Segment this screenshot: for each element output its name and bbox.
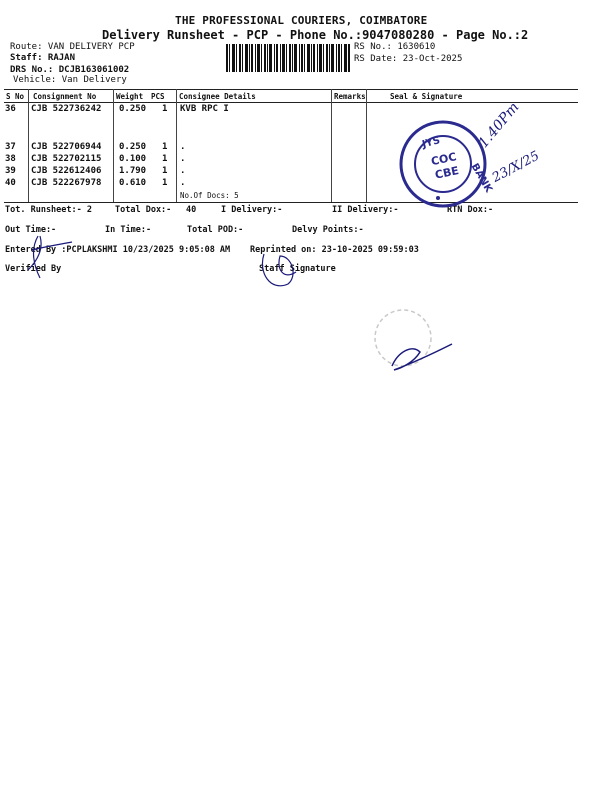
i-delivery-label: I Delivery:- xyxy=(221,205,283,215)
row-weight: 0.100 xyxy=(119,154,147,164)
row-consignee: KVB RPC I xyxy=(180,104,229,114)
col-header-pcs: PCS xyxy=(151,92,165,101)
row-weight: 0.610 xyxy=(119,178,147,188)
total-dox-label: Total Dox:- xyxy=(115,205,172,215)
total-runsheet: Tot. Runsheet:- 2 xyxy=(5,205,92,215)
row-consignee: . xyxy=(180,154,186,164)
handwritten-date: 23/X/25 xyxy=(489,148,543,186)
stamp-top-text: JYS xyxy=(421,135,442,151)
reprinted-on: Reprinted on: 23-10-2025 09:59:03 xyxy=(250,245,419,255)
staff-signature xyxy=(262,254,296,286)
row-consignee: . xyxy=(180,178,186,188)
row-consignment: CJB 522267978 xyxy=(31,178,102,188)
row-weight: 1.790 xyxy=(119,166,147,176)
col-header-sno: S No xyxy=(6,92,25,101)
runsheet-subtitle: Delivery Runsheet - PCP - Phone No.:9047080280 - Page No.:2 xyxy=(102,28,529,42)
row-consignment: CJB 522702115 xyxy=(31,154,102,164)
total-pod-label: Total POD:- xyxy=(187,225,244,235)
col-header-consignee: Consignee Details xyxy=(179,92,256,101)
row-sno: 36 xyxy=(5,104,16,114)
entered-by: Entered By :PCPLAKSHMI 10/23/2025 9:05:08 AM xyxy=(5,245,231,255)
row-sno: 37 xyxy=(5,142,16,152)
row-consignee: . xyxy=(180,166,186,176)
row-consignment: CJB 522706944 xyxy=(31,142,102,152)
staff-signature-label: Staff Signature xyxy=(259,264,336,274)
total-dox-value: 40 xyxy=(186,205,197,215)
verified-by: Verified By xyxy=(5,264,62,274)
row-pcs: 1 xyxy=(162,104,168,114)
route-label: Route: VAN DELIVERY PCP xyxy=(10,42,135,52)
col-header-remarks: Remarks xyxy=(334,92,366,101)
row-sno: 38 xyxy=(5,154,16,164)
handwritten-time: 1.40Pm xyxy=(475,99,523,152)
row-weight: 0.250 xyxy=(119,104,147,114)
row-pcs: 1 xyxy=(162,142,168,152)
entered-signature xyxy=(28,236,72,278)
staff-label: Staff: RAJAN xyxy=(10,53,76,63)
rs-date: RS Date: 23-Oct-2025 xyxy=(354,54,463,64)
col-header-consignment: Consignment No xyxy=(33,92,97,101)
row-sno: 39 xyxy=(5,166,16,176)
company-title: THE PROFESSIONAL COURIERS, COIMBATORE xyxy=(175,14,428,27)
delvy-points-label: Delvy Points:- xyxy=(292,225,364,235)
row-weight: 0.250 xyxy=(119,142,147,152)
row-pcs: 1 xyxy=(162,178,168,188)
row-consignment: CJB 522736242 xyxy=(31,104,102,114)
vehicle-label: Vehicle: Van Delivery xyxy=(13,75,127,85)
row-consignee: . xyxy=(180,142,186,152)
row-pcs: 1 xyxy=(162,166,168,176)
row-pcs: 1 xyxy=(162,154,168,164)
stamp-line2: CBE xyxy=(433,164,461,182)
docs-count: No.Of Docs: 5 xyxy=(180,191,239,200)
row-consignment: CJB 522612406 xyxy=(31,166,102,176)
in-time-label: In Time:- xyxy=(105,225,152,235)
col-header-weight: Weight xyxy=(116,92,144,101)
stamp-line1: COC xyxy=(429,150,458,169)
stamp-bottom-text: BANK xyxy=(468,161,494,195)
row-sno: 40 xyxy=(5,178,16,188)
out-time-label: Out Time:- xyxy=(5,225,57,235)
rs-number: RS No.: 1630610 xyxy=(354,42,436,52)
drs-number: DRS No.: DCJB163061002 xyxy=(10,65,130,75)
rtn-dox-label: RTN Dox:- xyxy=(447,205,494,215)
col-header-seal: Seal & Signature xyxy=(390,92,463,101)
ii-delivery-label: II Delivery:- xyxy=(332,205,399,215)
